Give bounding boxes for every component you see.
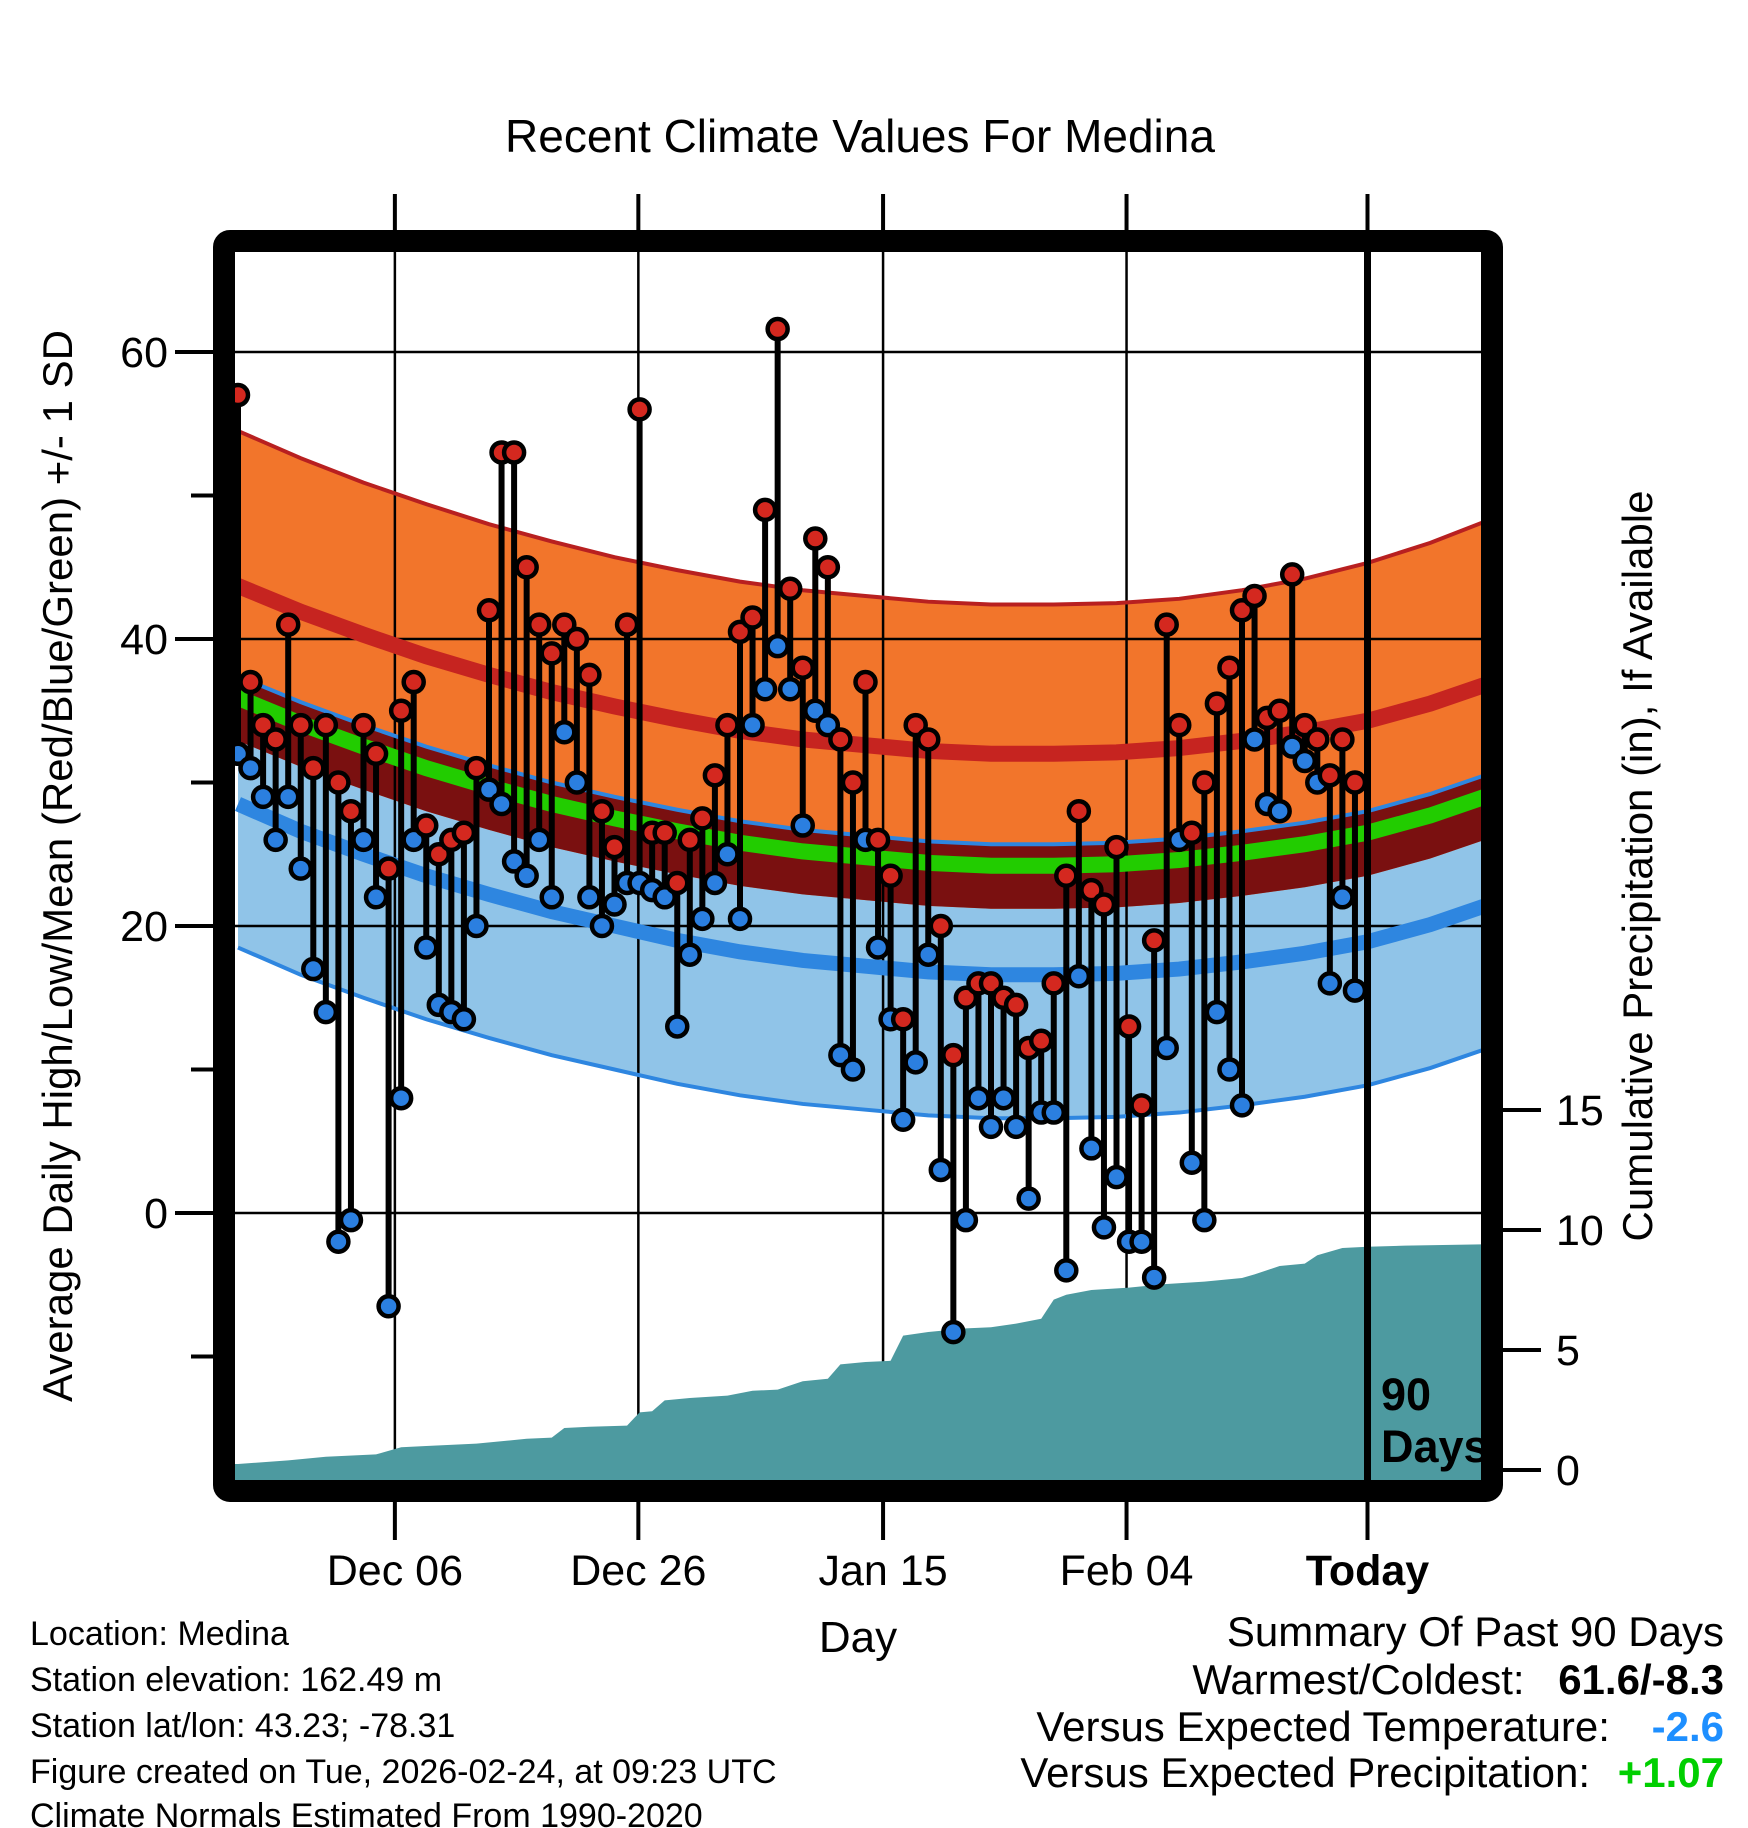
y-tick-right-label: 10: [1556, 1207, 1604, 1255]
high-dot: [705, 765, 725, 785]
high-dot: [1044, 973, 1064, 993]
low-dot: [943, 1322, 963, 1342]
window-90-label: 90: [1381, 1369, 1432, 1420]
y-tick-left-label: 60: [120, 329, 168, 377]
low-dot: [743, 715, 763, 735]
low-dot: [906, 1052, 926, 1072]
high-dot: [856, 672, 876, 692]
low-dot: [354, 830, 374, 850]
low-dot: [931, 1160, 951, 1180]
high-dot: [241, 672, 261, 692]
high-dot: [517, 557, 537, 577]
low-dot: [492, 794, 512, 814]
low-dot: [1094, 1217, 1114, 1237]
x-tick-label: Dec 06: [326, 1547, 463, 1595]
low-dot: [730, 909, 750, 929]
footer-created: Figure created on Tue, 2026-02-24, at 09:23 UTC: [30, 1753, 777, 1791]
low-dot: [1245, 729, 1265, 749]
low-dot: [605, 894, 625, 914]
summary-warmest-coldest: [1192, 1656, 1724, 1703]
low-dot: [843, 1060, 863, 1080]
high-dot: [931, 916, 951, 936]
y-tick-left-label: 40: [120, 616, 168, 664]
high-dot: [605, 837, 625, 857]
summary-vs-temperature-label: Versus Expected Temperature:: [1036, 1703, 1610, 1750]
y-tick-right-label: 15: [1556, 1087, 1604, 1135]
low-dot: [466, 916, 486, 936]
low-dot: [291, 859, 311, 879]
low-dot: [1295, 751, 1315, 771]
high-dot: [404, 672, 424, 692]
low-dot: [328, 1232, 348, 1252]
low-dot: [1232, 1095, 1252, 1115]
footer-normals: Climate Normals Estimated From 1990-2020: [30, 1797, 703, 1828]
high-dot: [316, 715, 336, 735]
summary-vs-temperature-value: -2.6: [1651, 1703, 1724, 1750]
low-dot: [517, 866, 537, 886]
y-tick-right-label: 0: [1556, 1447, 1580, 1495]
low-dot: [1081, 1138, 1101, 1158]
high-dot: [943, 1045, 963, 1065]
low-dot: [1320, 973, 1340, 993]
low-dot: [768, 636, 788, 656]
high-dot: [291, 715, 311, 735]
high-dot: [1132, 1095, 1152, 1115]
high-dot: [1006, 995, 1026, 1015]
low-dot: [1270, 801, 1290, 821]
low-dot: [705, 873, 725, 893]
high-dot: [743, 607, 763, 627]
high-dot: [918, 729, 938, 749]
high-dot: [542, 643, 562, 663]
high-dot: [830, 729, 850, 749]
footer-latlon: Station lat/lon: 43.23; -78.31: [30, 1707, 456, 1745]
summary-vs-temperature: [1036, 1703, 1724, 1750]
plot-area: [228, 252, 1493, 1480]
low-dot: [1332, 887, 1352, 907]
high-dot: [1219, 658, 1239, 678]
low-dot: [1132, 1232, 1152, 1252]
high-dot: [755, 500, 775, 520]
high-dot: [717, 715, 737, 735]
window-days-label: Days: [1381, 1421, 1489, 1472]
high-dot: [454, 823, 474, 843]
low-dot: [1194, 1210, 1214, 1230]
low-dot: [918, 945, 938, 965]
high-dot: [818, 557, 838, 577]
low-dot: [956, 1210, 976, 1230]
high-dot: [529, 615, 549, 635]
high-dot: [805, 529, 825, 549]
low-dot: [579, 887, 599, 907]
low-dot: [542, 887, 562, 907]
high-dot: [391, 701, 411, 721]
low-dot: [981, 1117, 1001, 1137]
low-dot: [253, 787, 273, 807]
footer-elevation: Station elevation: 162.49 m: [30, 1661, 443, 1699]
y-tick-left-label: 20: [120, 903, 168, 951]
high-dot: [1307, 729, 1327, 749]
daily-stem: [1132, 1095, 1152, 1251]
high-dot: [592, 801, 612, 821]
low-dot: [416, 938, 436, 958]
high-dot: [354, 715, 374, 735]
high-dot: [1182, 823, 1202, 843]
low-dot: [692, 909, 712, 929]
y-tick-right-label: 5: [1556, 1327, 1580, 1375]
high-dot: [692, 808, 712, 828]
low-dot: [1107, 1167, 1127, 1187]
high-dot: [617, 615, 637, 635]
precip-area: [235, 1244, 1481, 1480]
high-dot: [1207, 694, 1227, 714]
x-tick-label: Feb 04: [1059, 1547, 1194, 1595]
x-axis-title: Day: [818, 1613, 898, 1662]
high-dot: [1107, 837, 1127, 857]
summary-vs-precipitation: [1020, 1749, 1724, 1796]
x-tick-label: Today: [1305, 1547, 1430, 1595]
high-dot: [680, 830, 700, 850]
summary-block: [1020, 1608, 1724, 1796]
low-dot: [1069, 966, 1089, 986]
high-dot: [630, 399, 650, 419]
daily-stems: [228, 319, 1365, 1342]
low-dot: [968, 1088, 988, 1108]
high-dot: [843, 773, 863, 793]
high-dot: [768, 319, 788, 339]
low-dot: [567, 773, 587, 793]
low-dot: [893, 1110, 913, 1130]
x-tick-label: Jan 15: [818, 1547, 948, 1595]
high-dot: [466, 758, 486, 778]
high-dot: [504, 442, 524, 462]
low-dot: [868, 938, 888, 958]
high-dot: [780, 579, 800, 599]
high-dot: [1332, 729, 1352, 749]
high-dot: [328, 773, 348, 793]
y-tick-left-label: 0: [144, 1190, 168, 1238]
high-dot: [1056, 866, 1076, 886]
low-dot: [1157, 1038, 1177, 1058]
high-dot: [266, 729, 286, 749]
low-dot: [341, 1210, 361, 1230]
footer-info: [30, 1615, 777, 1828]
high-dot: [1282, 564, 1302, 584]
chart-title: Recent Climate Values For Medina: [505, 110, 1215, 162]
low-dot: [303, 959, 323, 979]
high-dot: [793, 658, 813, 678]
high-dot: [567, 629, 587, 649]
high-dot: [1094, 894, 1114, 914]
low-dot: [266, 830, 286, 850]
high-dot: [579, 665, 599, 685]
low-dot: [366, 887, 386, 907]
low-dot: [755, 679, 775, 699]
low-dot: [379, 1296, 399, 1316]
high-dot: [868, 830, 888, 850]
low-dot: [1207, 1002, 1227, 1022]
high-dot: [1194, 773, 1214, 793]
low-dot: [1006, 1117, 1026, 1137]
low-dot: [454, 1009, 474, 1029]
left-axis-title: Average Daily High/Low/Mean (Red/Blue/Green) +/- 1 SD: [34, 330, 81, 1402]
summary-vs-precipitation-label: Versus Expected Precipitation:: [1020, 1749, 1591, 1796]
low-dot: [592, 916, 612, 936]
high-dot: [881, 866, 901, 886]
low-dot: [1144, 1268, 1164, 1288]
low-dot: [1056, 1260, 1076, 1280]
low-dot: [680, 945, 700, 965]
low-dot: [529, 830, 549, 850]
high-dot: [1031, 1031, 1051, 1051]
low-dot: [1219, 1060, 1239, 1080]
high-dot: [1119, 1016, 1139, 1036]
high-dot: [1169, 715, 1189, 735]
right-axis-title: Cumulative Precipitation (in), If Available: [1614, 490, 1661, 1242]
high-dot: [1069, 801, 1089, 821]
high-dot: [893, 1009, 913, 1029]
high-dot: [1144, 930, 1164, 950]
low-dot: [1019, 1189, 1039, 1209]
low-dot: [717, 844, 737, 864]
high-dot: [341, 801, 361, 821]
high-dot: [667, 873, 687, 893]
high-dot: [655, 823, 675, 843]
low-dot: [1345, 981, 1365, 1001]
high-dot: [479, 600, 499, 620]
low-dot: [1182, 1153, 1202, 1173]
high-dot: [366, 744, 386, 764]
summary-warmest-coldest-value: 61.6/-8.3: [1558, 1656, 1724, 1703]
low-dot: [667, 1016, 687, 1036]
high-dot: [1345, 773, 1365, 793]
high-dot: [1245, 586, 1265, 606]
x-tick-label: Dec 26: [570, 1547, 707, 1595]
low-dot: [793, 816, 813, 836]
low-dot: [780, 679, 800, 699]
low-dot: [554, 722, 574, 742]
summary-warmest-coldest-label: Warmest/Coldest:: [1192, 1656, 1525, 1703]
summary-vs-precipitation-value: +1.07: [1617, 1749, 1724, 1796]
high-dot: [1270, 701, 1290, 721]
high-dot: [1320, 765, 1340, 785]
low-dot: [278, 787, 298, 807]
high-dot: [278, 615, 298, 635]
low-dot: [1044, 1103, 1064, 1123]
low-dot: [241, 758, 261, 778]
low-dot: [391, 1088, 411, 1108]
high-dot: [416, 816, 436, 836]
summary-title: Summary Of Past 90 Days: [1226, 1608, 1724, 1655]
high-dot: [379, 859, 399, 879]
low-dot: [994, 1088, 1014, 1108]
footer-location: Location: Medina: [30, 1615, 289, 1653]
high-dot: [1157, 615, 1177, 635]
low-dot: [316, 1002, 336, 1022]
high-dot: [303, 758, 323, 778]
